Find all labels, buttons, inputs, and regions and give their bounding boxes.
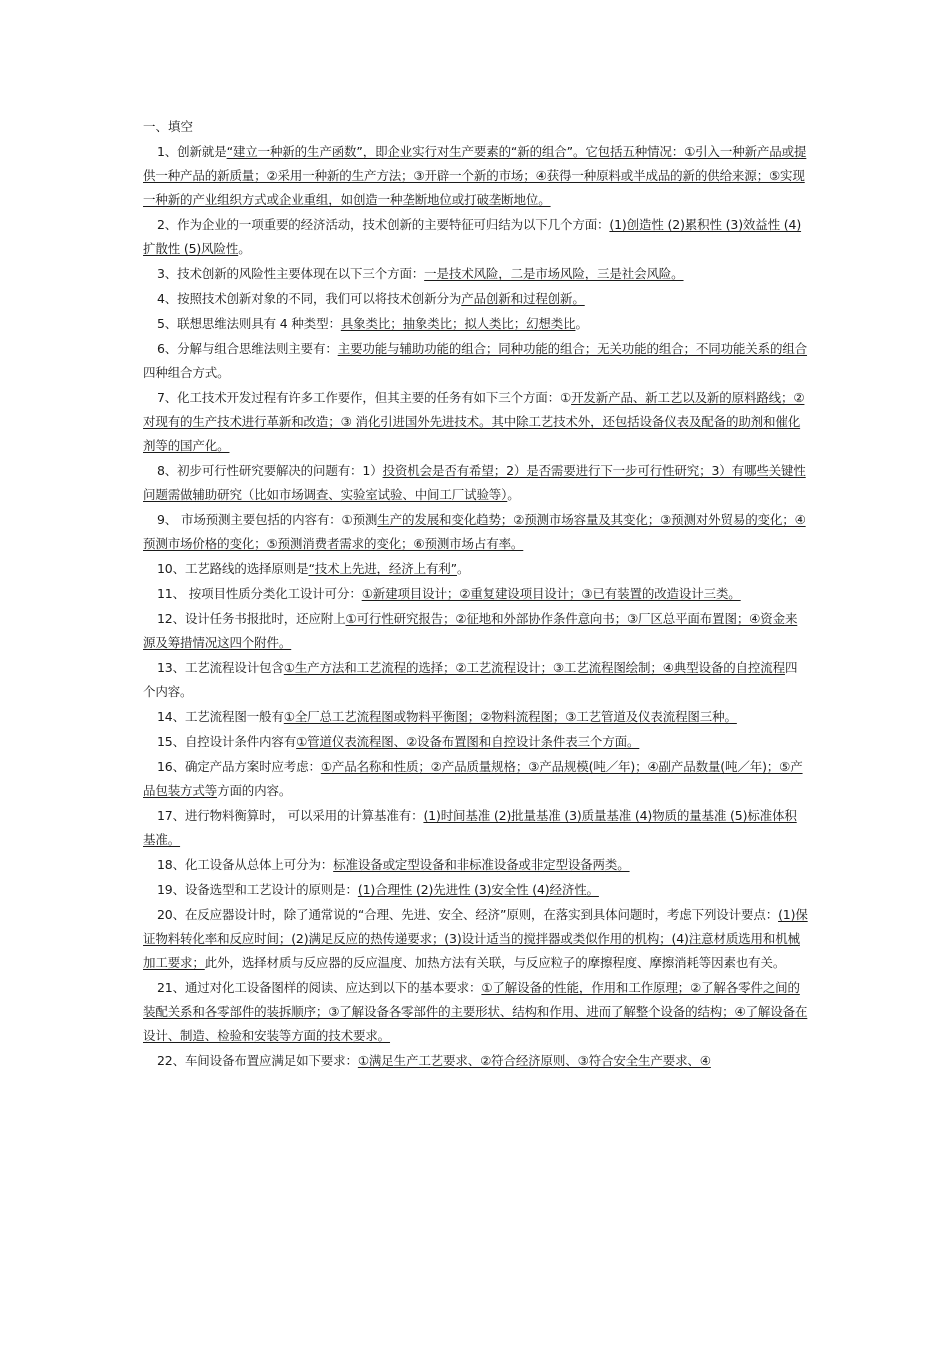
question-item: [143, 140, 808, 212]
answer-text: (1)创造性 (2)累积性 (3)效益性 (4)扩散性 (5)风险性: [143, 217, 802, 256]
question-item: [143, 755, 808, 803]
question-item: [143, 804, 808, 852]
question-text: 6、分解与组合思维法则主要有：: [157, 341, 338, 356]
answer-text: ①新建项目设计；②重复建设项目设计；③已有装置的改造设计三类。: [361, 586, 741, 601]
question-tail: 方面的内容。: [217, 783, 292, 798]
question-text: 4、按照技术创新对象的不同，我们可以将技术创新分为: [157, 291, 462, 306]
question-item: [143, 557, 808, 581]
question-item: [143, 508, 808, 556]
question-item: [143, 459, 808, 507]
question-item: [143, 903, 808, 975]
question-tail: 四个内容。: [143, 660, 798, 699]
question-text: 18、化工设备从总体上可分为：: [157, 857, 334, 872]
question-item: [143, 386, 808, 458]
question-text: 1、创新就是: [157, 144, 227, 159]
question-tail: 此外，选择材质与反应器的反应温度、加热方法有关联，与反应粒子的摩擦程度、摩擦消耗等因素也有关。: [204, 955, 786, 970]
question-tail: 。: [456, 561, 470, 576]
answer-text: ①可行性研究报告；②征地和外部协作条件意向书；③厂区总平面布置图；④资金来源及筹措情况这四个附件。: [143, 611, 798, 650]
answer-text: 主要功能与辅助功能的组合；同种功能的组合；无关功能的组合；不同功能关系的组合: [337, 341, 808, 356]
document-body: [143, 118, 808, 1074]
answer-text: ①管道仪表流程图、②设备布置图和自控设计条件表三个方面。: [296, 734, 640, 749]
question-tail: 。: [507, 487, 520, 502]
answer-text: 标准设备或定型设备和非标准设备或非定型设备两类。: [333, 857, 630, 872]
answer-text: 投资机会是否有希望；2）是否需要进行下一步可行性研究；3）有哪些关键性问题需做辅助研究（比如市场调查、实验室试验、中间工厂试验等）: [143, 463, 806, 502]
question-text: 17、进行物料衡算时， 可以采用的计算基准有：: [157, 808, 424, 823]
answer-text: “技术上先进，经济上有利”: [308, 561, 457, 576]
question-item: [143, 853, 808, 877]
question-text: 10、工艺路线的选择原则是: [157, 561, 309, 576]
question-item: [143, 312, 808, 336]
question-item: [143, 287, 808, 311]
question-item: [143, 582, 808, 606]
question-tail: 。: [575, 316, 588, 331]
question-text: 14、工艺流程图一般有: [157, 709, 284, 724]
question-item: [143, 213, 808, 261]
answer-text: (1)保证物料转化率和反应时间；(2)满足反应的热传递要求；(3)设计适当的搅拌器或类似作用的机构；(4)注意材质选用和机械加工要求；: [143, 907, 808, 970]
question-text: 15、自控设计条件内容有: [157, 734, 297, 749]
question-text: 11、 按项目性质分类化工设计可分：: [157, 586, 362, 601]
question-tail: 四种组合方式。: [143, 365, 230, 380]
answer-text: 产品创新和过程创新。: [461, 291, 585, 306]
question-item: [143, 976, 808, 1048]
answer-text: 一是技术风险，二是市场风险，三是社会风险。: [424, 266, 684, 281]
question-item: [143, 337, 808, 385]
question-text: 13、工艺流程设计包含: [157, 660, 284, 675]
question-text: 2、作为企业的一项重要的经济活动，技术创新的主要特征可归结为以下几个方面：: [157, 217, 610, 232]
question-text: 22、车间设备布置应满足如下要求：: [157, 1053, 358, 1068]
answer-text: “建立一种新的生产函数”，即企业实行对生产要素的“新的组合”。它包括五种情况：①引入一种新产品或提供一种产品的新质量；②采用一种新的生产方法；③开辟一个新的市场；④获得一种原料或半成品的新的供给来源；⑤实现一种新的产业组织方式或企业重组，如创造一种垄断地位或打破垄断地位。: [143, 144, 807, 207]
question-text: 20、在反应器设计时，除了通常说的“合理、先进、安全、经济”原则，在落实到具体问题时，考虑下列设计要点：: [157, 907, 779, 922]
section-heading: 一、填空: [143, 119, 194, 134]
question-item: [143, 1049, 808, 1073]
answer-text: 具象类比；抽象类比；拟人类比；幻想类比: [340, 316, 576, 331]
answer-text: (1)合理性 (2)先进性 (3)安全性 (4)经济性。: [357, 882, 599, 897]
answer-text: ①产品名称和性质；②产品质量规格；③产品规模(吨／年)；④副产品数量(吨／年)；⑤产品包装方式等: [143, 759, 803, 798]
answer-text: 开发新产品、新工艺以及新的原料路线；② 对现有的生产技术进行革新和改造；③ 消化引进国外先进技术。其中除工艺技术外，还包括设备仪表及配备的助剂和催化剂等的国产化。: [143, 390, 805, 453]
answer-text: 生产的发展和变化趋势；②预测市场容量及其变化；③预测对外贸易的变化；④预测市场价格的变化；⑤预测消费者需求的变化；⑥预测市场占有率。: [143, 512, 806, 551]
question-item: [143, 607, 808, 655]
question-text: 21、通过对化工设备图样的阅读、应达到以下的基本要求：: [157, 980, 482, 995]
question-text: 8、初步可行性研究要解决的问题有：1）: [157, 463, 383, 478]
question-item: [143, 705, 808, 729]
question-text: 12、设计任务书报批时，还应附上: [157, 611, 346, 626]
question-text: 5、联想思维法则具有 4 种类型：: [157, 316, 341, 331]
question-text: 3、技术创新的风险性主要体现在以下三个方面：: [157, 266, 425, 281]
question-text: 9、 市场预测主要包括的内容有：①预测: [157, 512, 378, 527]
question-item: [143, 262, 808, 286]
answer-text: ①全厂总工艺流程图或物料平衡图；②物料流程图；③工艺管道及仪表流程图三种。: [283, 709, 737, 724]
answer-text: ①了解设备的性能，作用和工作原理；②了解各零件之间的装配关系和各零部件的装拆顺序；③了解设备各零部件的主要形状、结构和作用、进而了解整个设备的结构；④了解设备在设计、制造、检验和安装等方面的技术要求。: [143, 980, 808, 1043]
question-item: [143, 730, 808, 754]
answer-text: (1)时间基准 (2)批量基准 (3)质量基准 (4)物质的量基准 (5)标准体积基准。: [143, 808, 797, 847]
question-tail: 。: [238, 241, 251, 256]
question-text: 16、确定产品方案时应考虑：: [157, 759, 321, 774]
question-item: [143, 656, 808, 704]
answer-text: ①生产方法和工艺流程的选择；②工艺流程设计；③工艺流程图绘制；④典型设备的自控流程: [283, 660, 785, 675]
question-list: [143, 140, 808, 1073]
answer-text: ①满足生产工艺要求、②符合经济原则、③符合安全生产要求、④: [357, 1053, 711, 1068]
question-text: 7、化工技术开发过程有许多工作要作，但其主要的任务有如下三个方面：①: [157, 390, 572, 405]
question-text: 19、设备选型和工艺设计的原则是：: [157, 882, 358, 897]
question-item: [143, 878, 808, 902]
